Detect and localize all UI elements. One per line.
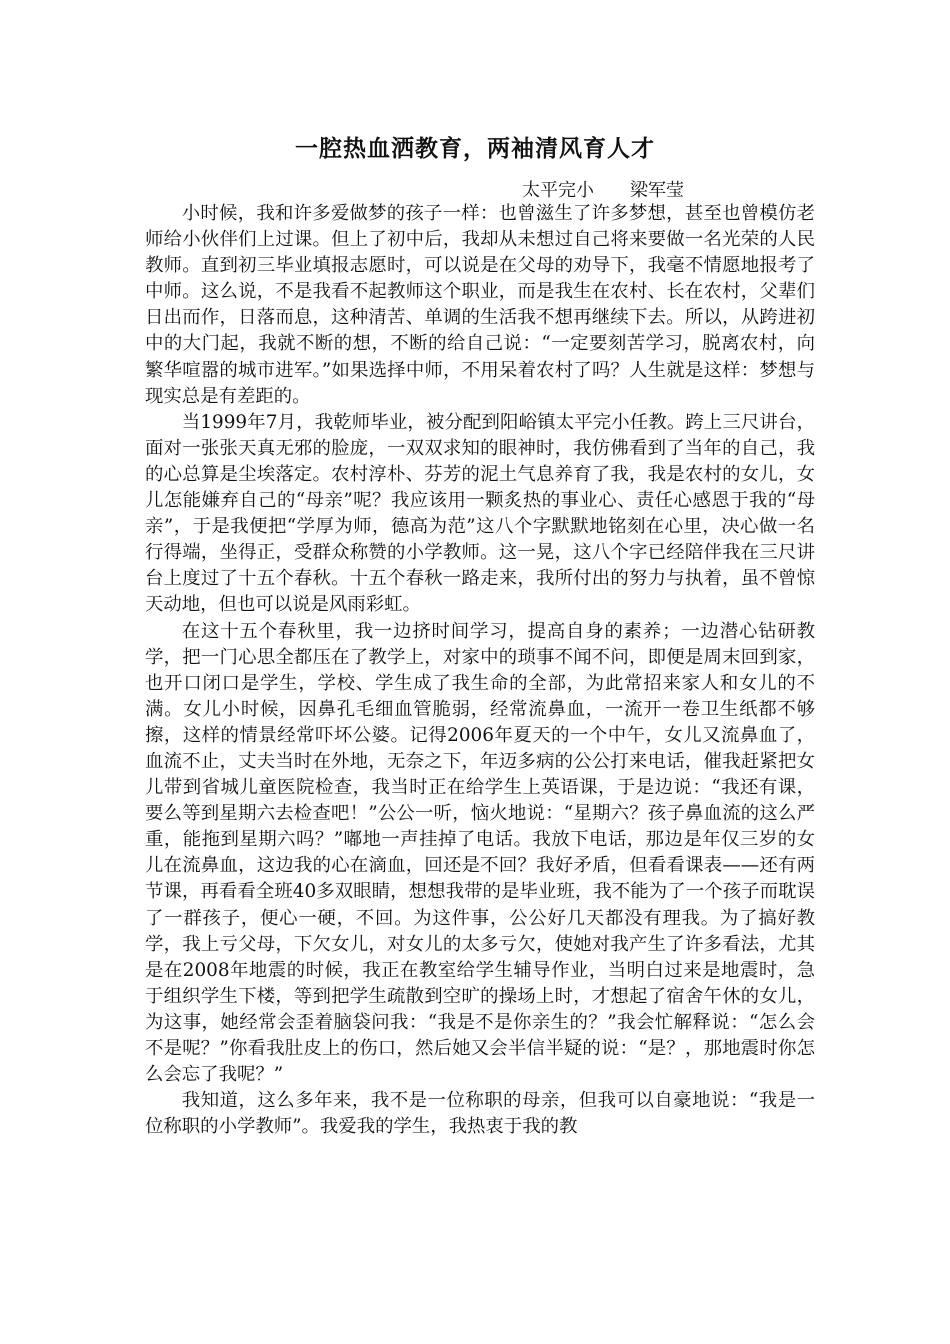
document-title: 一腔热血洒教育，两袖清风育人才 xyxy=(295,136,655,162)
paragraph-1: 小时候，我和许多爱做梦的孩子一样：也曾滋生了许多梦想，甚至也曾模仿老师给小伙伴们上过课。但上了初中后，我却从未想过自己将来要做一名光荣的人民教师。直到初三毕业填报志愿时，可以说是在父母的劝导下，我毫不情愿地报考了中师。这么说，不是我看不起教师这个职业，而是我生在农村、长在农村，父辈们日出而作，日落而息，这种清苦、单调的生活我不想再继续下去。所以，从跨进初中的大门起，我就不断的想，不断的给自己说：“一定要刻苦学习，脱离农村，向繁华喧嚣的城市进军。”如果选择中师，不用呆着农村了吗？人生就是这样：梦想与现实总是有差距的。 xyxy=(145,203,815,407)
paragraph-4: 我知道，这么多年来，我不是一位称职的母亲，但我可以自豪地说：“我是一位称职的小学教师”。我爱我的学生，我热衷于我的教 xyxy=(145,1090,815,1138)
article-body xyxy=(145,201,815,1140)
paragraph-2: 当1999年7月，我乾师毕业，被分配到阳峪镇太平完小任教。跨上三尺讲台，面对一张张天真无邪的脸庞，一双双求知的眼神时，我仿佛看到了当年的自己，我的心总算是尘埃落定。农村淳朴、芬芳的泥土气息养育了我，我是农村的女儿，女儿怎能嫌弃自己的“母亲”呢？我应该用一颗炙热的事业心、责任心感恩于我的“母亲”，于是我便把“学厚为师，德高为范”这八个字默默地铭刻在心里，决心做一名行得端，坐得正，受群众称赞的小学教师。这一晃，这八个字已经陪伴我在三尺讲台上度过了十五个春秋。十五个春秋一路走来，我所付出的努力与执着，虽不曾惊天动地，但也可以说是风雨彩虹。 xyxy=(145,411,815,616)
paragraph-3: 在这十五个春秋里，我一边挤时间学习，提高自身的素养；一边潜心钻研教学，把一门心思全都压在了教学上，对家中的琐事不闻不问，即便是周末回到家，也开口闭口是学生，学校、学生成了我生命的全部，为此常招来家人和女儿的不满。女儿小时候，因鼻孔毛细血管脆弱，经常流鼻血，一流开一卷卫生纸都不够擦，这样的情景经常吓坏公婆。记得2006年夏天的一个中午，女儿又流鼻血了，血流不止，丈夫当时在外地，无奈之下，年迈多病的公公打来电话，催我赶紧把女儿带到省城儿童医院检查，我当时正在给学生上英语课，于是边说：“我还有课，要么等到星期六去检查吧！”公公一听，恼火地说：“星期六？孩子鼻血流的这么严重，能拖到星期六吗？”嘟地一声挂掉了电话。我放下电话，那边是年仅三岁的女儿在流鼻血，这边我的心在滴血，回还是不回？我好矛盾，但看看课表——还有两节课，再看看全班40多双眼睛，想想我带的是毕业班，我不能为了一个孩子而耽误了一群孩子，便心一硬，不回。为这件事，公公好几天都没有理我。为了搞好教学，我上亏父母，下欠女儿，对女儿的太多亏欠，使她对我产生了许多看法，尤其是在2008年地震的时候，我正在教室给学生辅导作业，当明白过来是地震时，急于组织学生下楼，等到把学生疏散到空旷的操场上时，才想起了宿舍午休的女儿，为这事，她经常会歪着脑袋问我：“我是不是你亲生的？”我会忙解释说：“怎么会不是呢？”你看我肚皮上的伤口，然后她又会半信半疑的说：“是？，那地震时你怎么会忘了我呢？” xyxy=(145,620,815,1086)
author-line: 太平完小 梁军莹 xyxy=(522,180,684,201)
